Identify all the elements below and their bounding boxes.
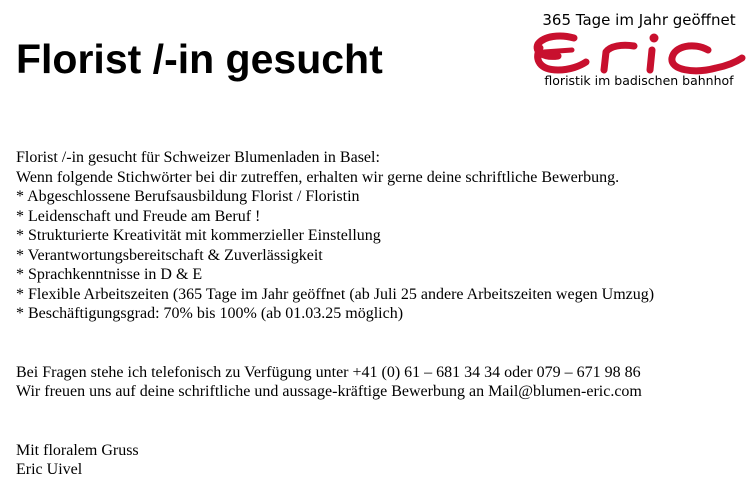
requirement-item: * Abgeschlossene Berufsausbildung Florist / Floristin xyxy=(16,188,360,205)
signature-name: Eric Uivel xyxy=(16,461,83,478)
requirement-item: * Leidenschaft und Freude am Beruf ! xyxy=(16,207,261,225)
requirement-item: * Verantwortungsbereitschaft & Zuverlässigkeit xyxy=(16,246,323,264)
eric-brand-wordmark xyxy=(530,30,748,76)
requirement-item: * Flexible Arbeitszeiten (365 Tage im Jahr geöffnet (ab Juli 25 andere Arbeitszeiten wegen Umzug) xyxy=(16,285,655,303)
closing-greeting: Mit floralem Gruss xyxy=(16,441,139,459)
headline: Florist /-in gesucht xyxy=(16,36,383,82)
requirement-item: * Sprachkenntnisse in D & E xyxy=(16,266,203,283)
requirements-list xyxy=(16,187,746,324)
brand-letter-i xyxy=(650,50,652,70)
logo-subtitle: floristik im badischen bahnhof xyxy=(544,73,734,88)
job-posting-body xyxy=(16,148,746,480)
eric-logo xyxy=(530,10,748,94)
contact-phone-line: Bei Fragen stehe ich telefonisch zu Verfügung unter +41 (0) 61 – 681 34 34 oder 079 – 671 98 86 xyxy=(16,363,641,381)
requirement-item: * Beschäftigungsgrad: 70% bis 100% (ab 01.03.25 möglich) xyxy=(16,305,404,322)
brand-letter-r xyxy=(604,45,634,70)
spacer xyxy=(16,402,746,441)
brand-letter-c xyxy=(672,46,742,71)
brand-letter-e-bar xyxy=(544,50,572,52)
requirement-item: * Strukturierte Kreativität mit kommerzieller Einstellung xyxy=(16,227,381,244)
logo-tagline: 365 Tage im Jahr geöffnet xyxy=(542,11,736,29)
intro-line: Wenn folgende Stichwörter bei dir zutreffen, erhalten wir gerne deine schriftliche Bewerbung. xyxy=(16,168,620,186)
contact-email-line: Wir freuen uns auf deine schriftliche und aussage-kräftige Bewerbung an Mail@blumen-eric.com xyxy=(16,383,642,400)
spacer xyxy=(16,324,746,363)
intro-line: Florist /-in gesucht für Schweizer Blumenladen in Basel: xyxy=(16,149,380,166)
brand-letter-i-dot xyxy=(650,34,659,43)
